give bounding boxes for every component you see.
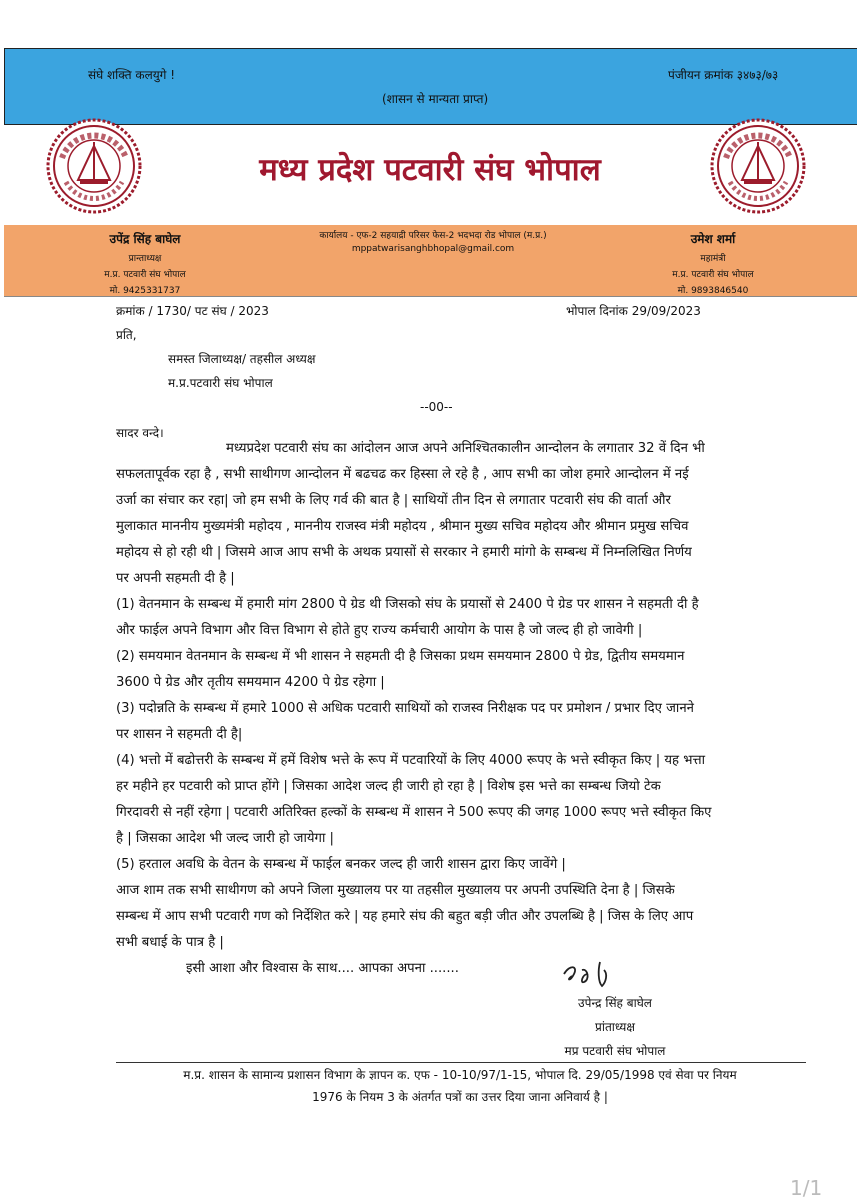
left-person-role: प्रान्ताध्यक्ष [128, 254, 162, 264]
body-line: आज शाम तक सभी साथीगण को अपने जिला मुख्यालय पर या तहसील मुख्यालय पर अपनी उपस्थिति देना है | जिसके [116, 883, 675, 898]
union-seal-left [46, 118, 142, 218]
addressee-line-1: समस्त जिलाध्यक्ष/ तहसील अध्यक्ष [168, 352, 316, 366]
body-line: 3600 पे ग्रेड और तृतीय समयमान 4200 पे ग्रेड रहेगा | [116, 675, 385, 690]
footer-line-2: 1976 के नियम 3 के अंतर्गत पत्रों का उत्तर दिया जाना अनिवार्य है | [312, 1090, 608, 1104]
office-address: कार्यालय - एफ-2 सहयाद्री परिसर फेस-2 भदभदा रोड भोपाल (म.प्र.) [319, 231, 547, 241]
left-office-bearer [60, 230, 230, 296]
body-line: सफलतापूर्वक रहा है , सभी साथीगण आन्दोलन में बढचढ कर हिस्सा ले रहे है , आप सभी का जोश हमारे आन्दोलन में नई [116, 467, 689, 482]
signatory-role: प्रांताध्यक्ष [595, 1020, 635, 1034]
body-line: (5) हरताल अवधि के वेतन के सम्बन्ध में फाईल बनकर जल्द ही जारी शासन द्वारा किए जावेंगे | [116, 857, 566, 872]
body-line: सभी बधाई के पात्र है | [116, 935, 224, 950]
letterhead-top-band [4, 48, 857, 125]
left-person-org: म.प्र. पटवारी संघ भोपाल [104, 270, 186, 280]
right-office-bearer [628, 230, 798, 296]
left-person-phone: मो. 9425331737 [109, 286, 181, 296]
page-indicator: 1/1 [790, 1176, 823, 1200]
left-person-name: उपेंद्र सिंह बाघेल [109, 232, 181, 246]
footer-rule [116, 1062, 806, 1063]
reference-number: क्रमांक / 1730/ पट संघ / 2023 [116, 304, 269, 318]
office-email: mppatwarisanghbhopal@gmail.com [351, 244, 515, 254]
body-line: (4) भत्तो में बढोत्तरी के सम्बन्ध में हमें विशेष भत्ते के रूप में पटवारियों के लिए 4000 रूपए के भत्ते स्वीकृत किए | यह भत्ता [116, 753, 706, 768]
office-address-block [268, 228, 598, 254]
body-line: पर अपनी सहमती दी है | [116, 571, 235, 586]
place-and-date: भोपाल दिनांक 29/09/2023 [566, 304, 701, 318]
footer-line-1: म.प्र. शासन के सामान्य प्रशासन विभाग के ज्ञापन क. एफ - 10-10/97/1-15, भोपाल दि. 29/05/1998 एवं सेवा पर नियम [183, 1068, 737, 1082]
recognition-note: (शासन से मान्यता प्राप्त) [382, 92, 489, 106]
body-line: सम्बन्ध में आप सभी पटवारी गण को निर्देशित करे | यह हमारे संघ की बहुत बड़ी जीत और उपलब्धि है | जिस के लिए आप [116, 909, 694, 924]
right-person-name: उमेश शर्मा [690, 232, 736, 246]
body-line: उर्जा का संचार कर रहा| जो हम सभी के लिए गर्व की बात है | साथियों तीन दिन से लगातार पटवारी संघ की वार्ता और [116, 493, 671, 508]
organization-title: मध्य प्रदेश पटवारी संघ भोपाल [259, 152, 601, 188]
body-line: (3) पदोन्नति के सम्बन्ध में हमारे 1000 से अधिक पटवारी साथियों को राजस्व निरीक्षक पद पर प्रमोशन / प्रभार दिए जानने [116, 701, 694, 716]
salutation-to: प्रति, [116, 328, 137, 342]
motto: संघे शक्ति कलयुगे ! [88, 68, 176, 82]
addressee-line-2: म.प्र.पटवारी संघ भोपाल [168, 376, 273, 390]
section-divider: --00-- [420, 400, 453, 414]
body-line: है | जिसका आदेश भी जल्द जारी हो जायेगा | [116, 831, 334, 846]
right-person-role: महामंत्री [700, 254, 726, 264]
greeting: सादर वन्दे। [116, 426, 164, 440]
body-line: (1) वेतनमान के सम्बन्ध में हमारी मांग 2800 पे ग्रेड थी जिसको संघ के प्रयासों से 2400 पे ग्रेड पर शासन ने सहमती दी है [116, 597, 699, 612]
signatory-name: उपेन्द्र सिंह बाघेल [578, 996, 652, 1010]
signatory-org: मप्र पटवारी संघ भोपाल [564, 1044, 666, 1058]
closing-line: इसी आशा और विश्वास के साथ.... आपका अपना ....... [186, 961, 459, 976]
body-line: हर महीने हर पटवारी को प्राप्त होंगे | जिसका आदेश जल्द ही जारी हो रहा है | विशेष इस भत्ते का सम्बन्ध जियो टेक [116, 779, 661, 794]
body-line: मुलाकात माननीय मुख्यमंत्री महोदय , माननीय राजस्व मंत्री महोदय , श्रीमान मुख्य सचिव महोदय और श्रीमान प्रमुख सचिव [116, 519, 689, 534]
body-line: मध्यप्रदेश पटवारी संघ का आंदोलन आज अपने अनिश्चितकालीन आन्दोलन के लगातार 32 वें दिन भी [226, 441, 705, 456]
body-line: महोदय से हो रही थी | जिसमे आज आप सभी के अथक प्रयासों से सरकार ने हमारी मांगो के सम्बन्ध में निम्नलिखित निर्णय [116, 545, 692, 560]
registration-number: पंजीयन क्रमांक ३४७३/७३ [668, 68, 779, 82]
right-person-org: म.प्र. पटवारी संघ भोपाल [672, 270, 754, 280]
letter-body [116, 436, 814, 982]
body-line: और फाईल अपने विभाग और वित्त विभाग से होते हुए राज्य कर्मचारी आयोग के पास है जो जल्द ही हो जावेगी | [116, 623, 643, 638]
right-person-phone: मो. 9893846540 [677, 286, 749, 296]
union-seal-right [710, 118, 806, 218]
signature-image [560, 960, 630, 994]
body-line: पर शासन ने सहमती दी है| [116, 727, 243, 742]
body-line: गिरदावरी से नहीं रहेगा | पटवारी अतिरिक्त हल्कों के सम्बन्ध में शासन ने 500 रूपए की जगह 1000 रूपए भत्ते स्वीकृत किए [116, 805, 712, 820]
body-line: (2) समयमान वेतनमान के सम्बन्ध में भी शासन ने सहमती दी है जिसका प्रथम समयमान 2800 पे ग्रेड, द्वितीय समयमान [116, 649, 685, 664]
